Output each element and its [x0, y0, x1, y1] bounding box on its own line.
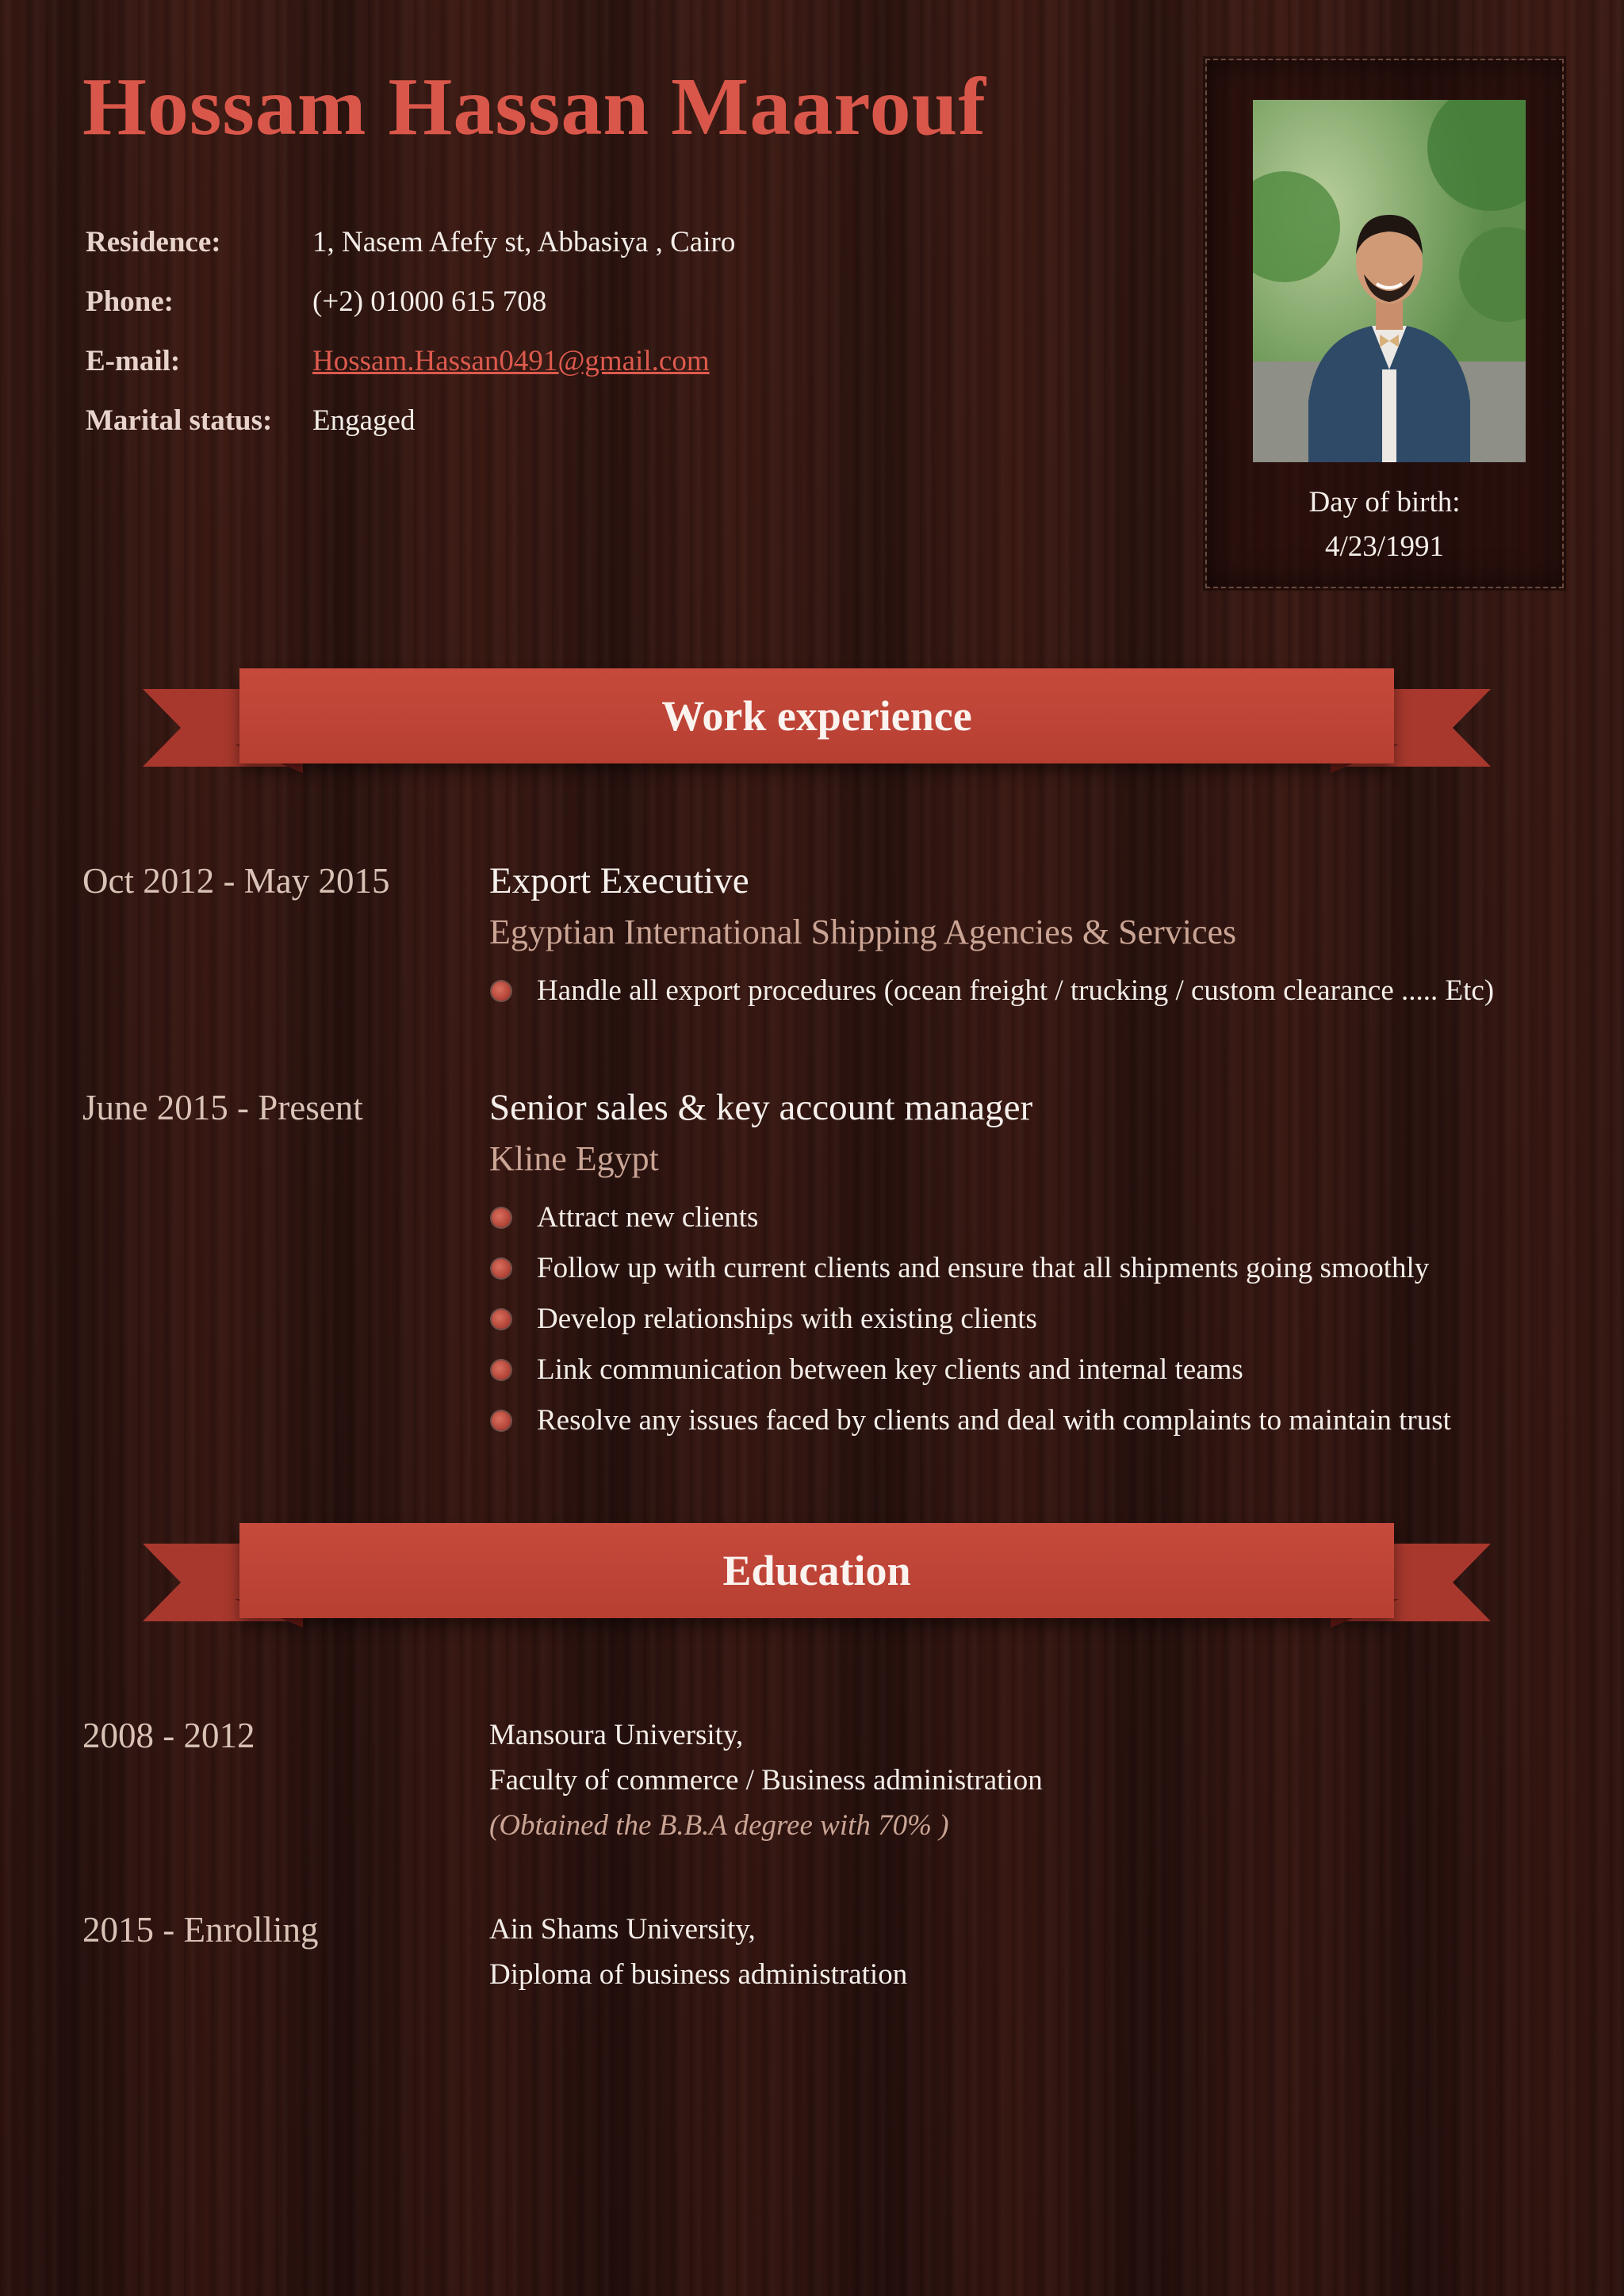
email-label: E-mail: — [86, 345, 181, 377]
info-row-marital — [86, 391, 735, 450]
info-row-phone — [86, 272, 735, 331]
duty-item: Follow up with current clients and ensure that all shipments going smoothly — [489, 1243, 1584, 1294]
duty-item: Attract new clients — [489, 1192, 1584, 1243]
email-link[interactable]: Hossam.Hassan0491@gmail.com — [312, 345, 710, 377]
work-experience-ribbon — [143, 668, 1491, 795]
marital-status-label: Marital status: — [86, 404, 273, 437]
date-of-birth — [1207, 480, 1562, 569]
job-company: Egyptian International Shipping Agencies & Services — [489, 913, 1237, 951]
job-company: Kline Egypt — [489, 1139, 659, 1178]
candidate-name: Hossam Hassan Maarouf — [82, 61, 987, 152]
residence-label: Residence: — [86, 226, 221, 258]
job-details — [489, 858, 1584, 1016]
duty-item: Link communication between key clients and internal teams — [489, 1345, 1584, 1395]
profile-photo — [1253, 100, 1526, 462]
info-row-residence — [86, 212, 735, 272]
marital-status-value: Engaged — [312, 404, 416, 437]
education-details — [489, 1712, 1584, 1848]
duty-item: Resolve any issues faced by clients and deal with complaints to maintain trust — [489, 1395, 1584, 1446]
job-date: Oct 2012 - May 2015 — [82, 861, 390, 901]
education-institution: Mansoura University, — [489, 1719, 744, 1751]
phone-value: (+2) 01000 615 708 — [312, 285, 547, 318]
education-note: (Obtained the B.B.A degree with 70% ) — [489, 1809, 949, 1842]
job-details — [489, 1085, 1584, 1446]
residence-value: 1, Nasem Afefy st, Abbasiya , Cairo — [312, 226, 736, 258]
education-ribbon — [143, 1523, 1491, 1650]
job-date: June 2015 - Present — [82, 1088, 363, 1127]
education-heading: Education — [239, 1523, 1394, 1618]
dob-label: Day of birth: — [1308, 486, 1461, 519]
education-date: 2015 - Enrolling — [82, 1910, 319, 1950]
duty-item: Handle all export procedures (ocean freight / trucking / custom clearance ..... Etc) — [489, 966, 1584, 1016]
job-title: Senior sales & key account manager — [489, 1087, 1033, 1128]
work-experience-heading: Work experience — [239, 668, 1394, 763]
job-duties — [489, 966, 1584, 1016]
job-duties — [489, 1192, 1584, 1446]
education-institution: Ain Shams University, — [489, 1913, 756, 1946]
education-program: Diploma of business administration — [489, 1958, 908, 1991]
duty-item: Develop relationships with existing clients — [489, 1294, 1584, 1345]
phone-label: Phone: — [86, 285, 174, 318]
photo-frame — [1205, 59, 1564, 588]
job-title: Export Executive — [489, 860, 749, 901]
dob-value: 4/23/1991 — [1324, 530, 1445, 563]
education-details — [489, 1907, 1584, 1997]
education-date: 2008 - 2012 — [82, 1716, 255, 1755]
profile-photo-illustration — [1253, 100, 1526, 462]
contact-info — [86, 212, 735, 450]
info-row-email — [86, 331, 735, 391]
education-program: Faculty of commerce / Business administration — [489, 1764, 1043, 1797]
